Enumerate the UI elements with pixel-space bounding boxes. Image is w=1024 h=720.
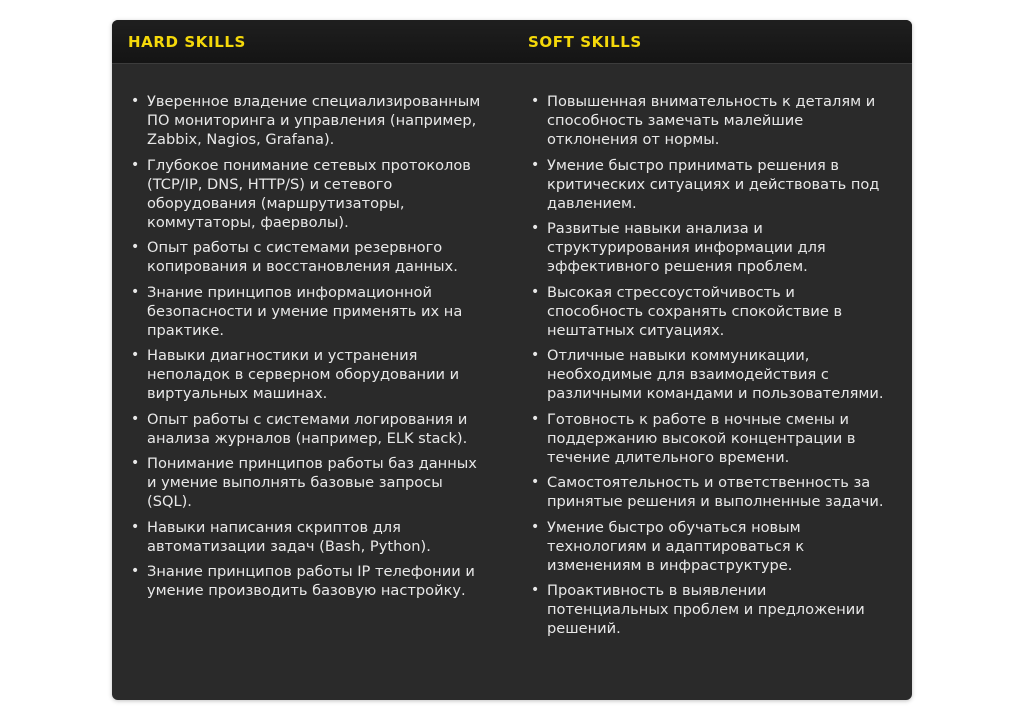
skills-header (112, 20, 912, 64)
bullet-icon: • (131, 239, 140, 255)
hard-skills-item (128, 454, 488, 511)
hard-skills-item-text: Опыт работы с системами резервного копирования и восстановления данных. (147, 239, 458, 275)
hard-skills-column (128, 92, 488, 607)
soft-skills-item-text: Развитые навыки анализа и структурирования информации для эффективного решения проблем. (547, 220, 826, 275)
soft-skills-item-text: Умение быстро обучаться новым технологиям и адаптироваться к изменениям в инфраструктуре. (547, 518, 805, 574)
bullet-icon: • (531, 220, 540, 236)
bullet-icon: • (531, 518, 540, 535)
soft-skills-title: SOFT SKILLS (528, 33, 642, 51)
bullet-icon: • (131, 283, 140, 300)
soft-skills-item-text: Повышенная внимательность к деталям и способность замечать малейшие отклонения от нормы. (547, 93, 876, 148)
bullet-icon: • (131, 156, 140, 173)
bullet-icon: • (131, 93, 140, 109)
hard-skills-title: HARD SKILLS (128, 33, 246, 51)
hard-skills-item-text: Глубокое понимание сетевых протоколов (TCP/IP, DNS, HTTP/S) и сетевого оборудования (маршрутизаторы, коммутаторы, фаерволы). (147, 156, 471, 231)
soft-skills-item (528, 283, 888, 340)
soft-skills-item (528, 581, 888, 638)
soft-skills-item (528, 410, 888, 467)
soft-skills-item (528, 219, 888, 276)
bullet-icon: • (531, 283, 540, 300)
bullet-icon: • (531, 582, 540, 598)
bullet-icon: • (131, 518, 140, 535)
hard-skills-item (128, 346, 488, 403)
soft-skills-item (528, 92, 888, 149)
soft-skills-item (528, 518, 888, 575)
hard-skills-item-text: Знание принципов информационной безопасности и умение применять их на практике. (147, 283, 463, 339)
hard-skills-item (128, 562, 488, 600)
soft-skills-item-text: Проактивность в выявлении потенциальных проблем и предложении решений. (547, 582, 865, 637)
hard-skills-item-text: Навыки диагностики и устранения неполадок в серверном оборудовании и виртуальных машинах. (147, 347, 460, 402)
bullet-icon: • (531, 93, 540, 109)
hard-skills-item (128, 283, 488, 340)
hard-skills-item-text: Опыт работы с системами логирования и анализа журналов (например, ELK stack). (147, 410, 468, 447)
bullet-icon: • (531, 410, 540, 427)
bullet-icon: • (131, 455, 140, 471)
bullet-icon: • (131, 563, 140, 579)
soft-skills-item-text: Умение быстро принимать решения в критических ситуациях и действовать под давлением. (547, 156, 880, 212)
soft-skills-list (528, 92, 888, 638)
soft-skills-item (528, 346, 888, 403)
skills-card (112, 20, 912, 700)
hard-skills-item-text: Знание принципов работы IP телефонии и умение производить базовую настройку. (147, 563, 475, 599)
hard-skills-item (128, 518, 488, 556)
hard-skills-list (128, 92, 488, 600)
hard-skills-item (128, 92, 488, 149)
bullet-icon: • (131, 347, 140, 363)
soft-skills-item-text: Высокая стрессоустойчивость и способность сохранять спокойствие в нештатных ситуациях. (547, 283, 843, 339)
soft-skills-item (528, 473, 888, 511)
hard-skills-item-text: Понимание принципов работы баз данных и умение выполнять базовые запросы (SQL). (147, 455, 477, 510)
hard-skills-item (128, 410, 488, 448)
bullet-icon: • (531, 156, 540, 173)
soft-skills-item-text: Отличные навыки коммуникации, необходимые для взаимодействия с различными командами и пользователями. (547, 347, 884, 402)
soft-skills-item-text: Самостоятельность и ответственность за принятые решения и выполненные задачи. (547, 474, 884, 510)
hard-skills-item-text: Навыки написания скриптов для автоматизации задач (Bash, Python). (147, 518, 431, 555)
soft-skills-item-text: Готовность к работе в ночные смены и поддержанию высокой концентрации в течение длительного времени. (547, 410, 856, 466)
hard-skills-item-text: Уверенное владение специализированным ПО мониторинга и управления (например, Zabbix, Nagios, Grafana). (147, 93, 481, 148)
soft-skills-item (528, 156, 888, 213)
hard-skills-item (128, 156, 488, 232)
hard-skills-item (128, 238, 488, 276)
bullet-icon: • (531, 347, 540, 363)
bullet-icon: • (531, 474, 540, 490)
soft-skills-column (528, 92, 888, 645)
bullet-icon: • (131, 410, 140, 427)
